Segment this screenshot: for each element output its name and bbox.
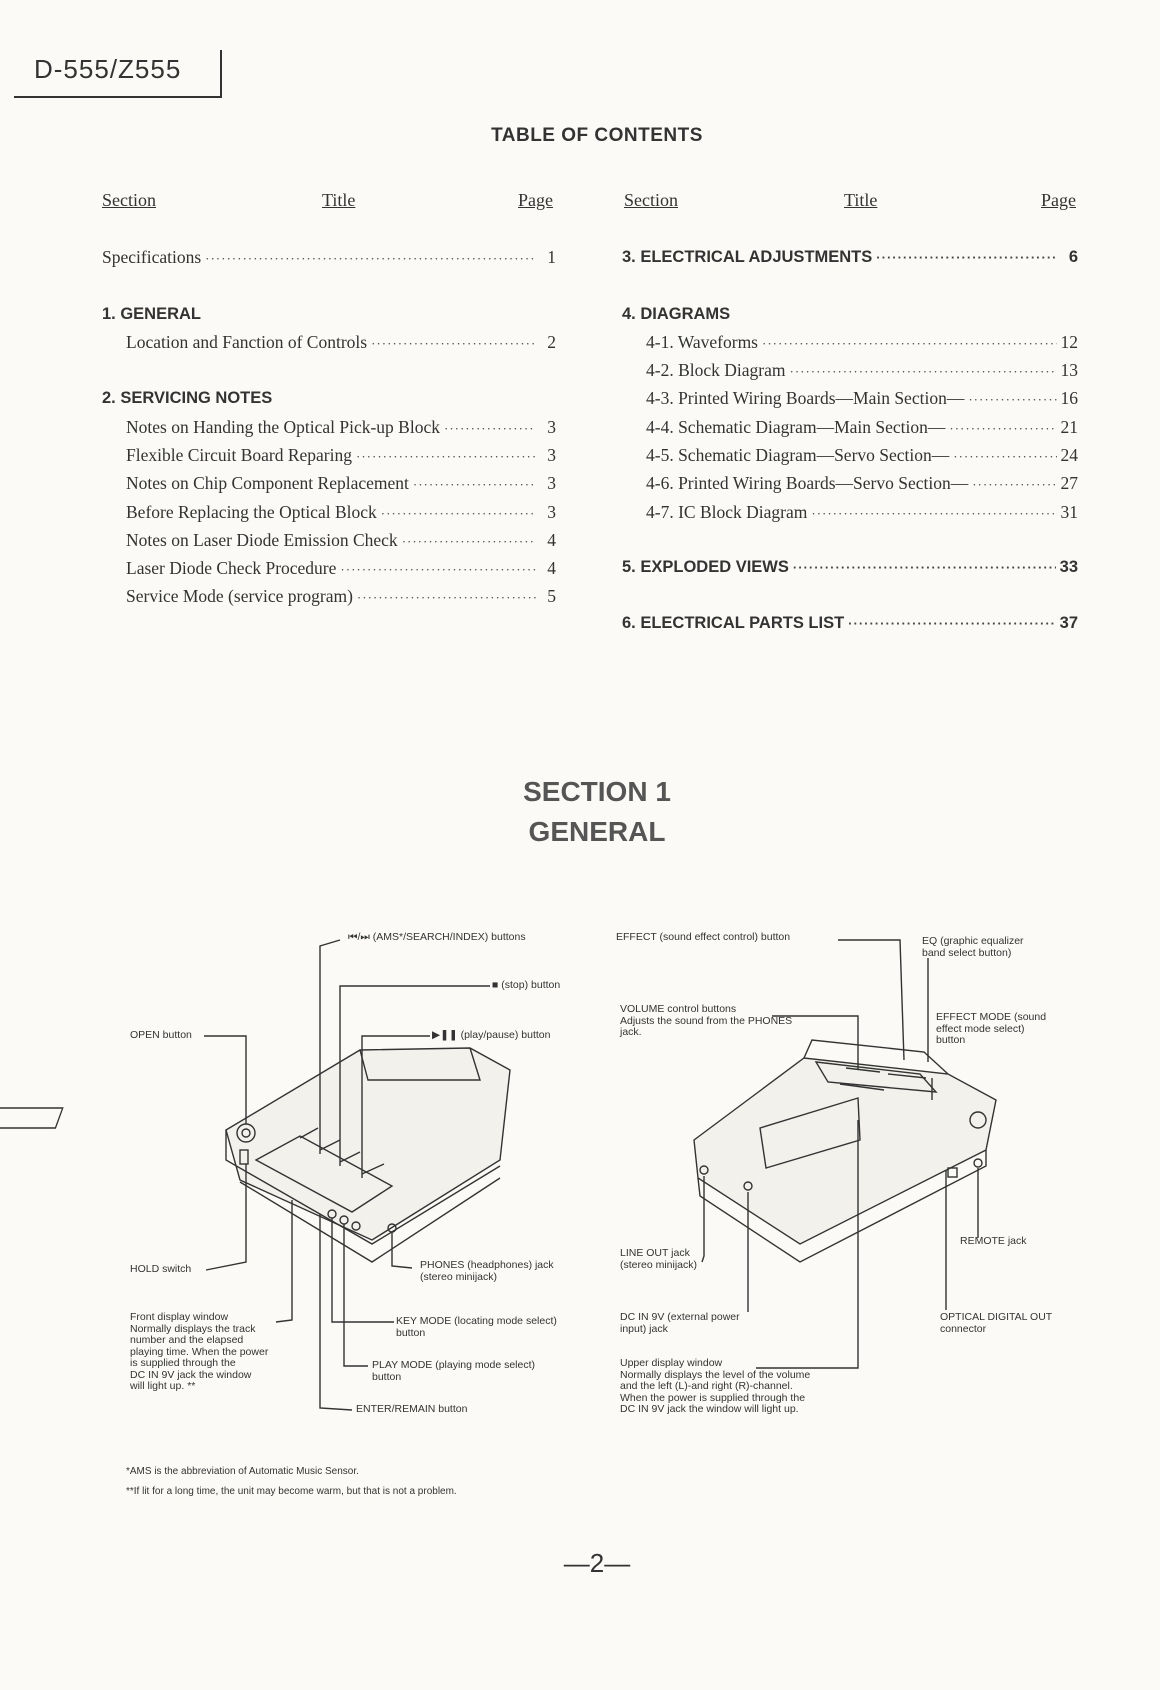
entry-page: 27 xyxy=(1060,473,1078,493)
entry-page: 37 xyxy=(1059,614,1078,632)
entry-title: Notes on Laser Diode Emission Check xyxy=(126,530,398,550)
entry-title: 4-6. Printed Wiring Boards—Servo Section— xyxy=(646,473,969,493)
label-effect-mode: EFFECT MODE (sound effect mode select) button xyxy=(936,1011,1047,1046)
entry-title: 4-7. IC Block Diagram xyxy=(646,502,808,522)
entry-page: 21 xyxy=(1060,417,1078,437)
toc-heading-diagrams: 4. DIAGRAMS xyxy=(622,305,731,323)
entry-page: 33 xyxy=(1059,558,1078,576)
entry-page: 5 xyxy=(547,586,556,606)
right-col-page: Page xyxy=(1041,190,1076,210)
label-hold-switch: HOLD switch xyxy=(130,1263,192,1275)
entry-title: 4-1. Waveforms xyxy=(646,332,758,352)
entry-title: 4-4. Schematic Diagram—Main Section— xyxy=(646,417,946,437)
label-play-pause-button: ▶❚❚ (play/pause) button xyxy=(432,1029,551,1041)
label-line-out: LINE OUT jack (stereo minijack) xyxy=(620,1247,698,1271)
entry-title: 3. ELECTRICAL ADJUSTMENTS xyxy=(622,248,873,266)
entry-title: 6. ELECTRICAL PARTS LIST xyxy=(622,614,845,632)
entry-title: Service Mode (service program) xyxy=(126,586,353,606)
entry-page: 16 xyxy=(1060,388,1078,408)
right-col-title: Title xyxy=(844,190,878,210)
entry-title: 4-2. Block Diagram xyxy=(646,360,786,380)
left-col-page: Page xyxy=(518,190,553,210)
entry-title: Specifications xyxy=(102,247,202,267)
entry-title: Notes on Chip Component Replacement xyxy=(126,473,409,493)
label-optical-out: OPTICAL DIGITAL OUT connector xyxy=(940,1311,1053,1335)
entry-page: 2 xyxy=(547,332,556,352)
left-col-section: Section xyxy=(102,190,156,210)
entry-title: Before Replacing the Optical Block xyxy=(126,502,377,522)
toc-title: TABLE OF CONTENTS xyxy=(491,125,703,146)
entry-title: 5. EXPLODED VIEWS xyxy=(622,558,789,576)
toc-heading-servicing: 2. SERVICING NOTES xyxy=(102,389,273,407)
label-enter-remain: ENTER/REMAIN button xyxy=(356,1403,468,1415)
entry-title: Laser Diode Check Procedure xyxy=(126,558,337,578)
entry-page: 1 xyxy=(547,247,556,267)
entry-page: 6 xyxy=(1068,248,1078,266)
entry-title: 4-5. Schematic Diagram—Servo Section— xyxy=(646,445,950,465)
label-phones-jack: PHONES (headphones) jack (stereo minijack) xyxy=(420,1259,554,1283)
left-col-title: Title xyxy=(322,190,356,210)
label-effect-button: EFFECT (sound effect control) button xyxy=(616,931,791,943)
entry-title: Flexible Circuit Board Reparing xyxy=(126,445,352,465)
entry-page: 31 xyxy=(1060,502,1078,522)
label-ams-buttons: ⏮/⏭ (AMS*/SEARCH/INDEX) buttons xyxy=(348,931,526,943)
page-number: —2— xyxy=(563,1548,631,1578)
label-eq-button: EQ (graphic equalizer band select button) xyxy=(922,935,1024,959)
entry-title: Location and Fanction of Controls xyxy=(126,332,368,352)
label-upper-display: Upper display window Normally displays the level of the volume and the left (L)-and right (R)-channel. When the power is supplied through the DC IN 9V jack the window will light up. xyxy=(620,1357,811,1415)
footnote-ams: *AMS is the abbreviation of Automatic Music Sensor. xyxy=(126,1466,359,1477)
entry-page: 24 xyxy=(1060,445,1078,465)
label-front-display: Front display window Normally displays the track number and the elapsed playing time. When the power is supplied through the DC IN 9V jack the window will light up. ** xyxy=(130,1311,269,1392)
section-1-subtitle: GENERAL xyxy=(528,816,666,847)
entry-page: 4 xyxy=(547,530,556,550)
footnote-warm: **If lit for a long time, the unit may become warm, but that is not a problem. xyxy=(126,1486,457,1497)
label-dc-in: DC IN 9V (external power input) jack xyxy=(620,1311,740,1335)
label-stop-button: ■ (stop) button xyxy=(492,979,561,991)
label-play-mode: PLAY MODE (playing mode select) button xyxy=(372,1359,536,1383)
entry-page: 3 xyxy=(547,502,556,522)
entry-page: 4 xyxy=(547,558,556,578)
label-open-button: OPEN button xyxy=(130,1029,192,1041)
label-remote-jack: REMOTE jack xyxy=(960,1235,1027,1247)
entry-title: 4-3. Printed Wiring Boards—Main Section— xyxy=(646,388,965,408)
right-col-section: Section xyxy=(624,190,678,210)
label-volume-buttons: VOLUME control buttons Adjusts the sound from the PHONES jack. xyxy=(620,1003,793,1038)
section-1-title: SECTION 1 xyxy=(523,776,671,807)
entry-title: Notes on Handing the Optical Pick-up Block xyxy=(126,417,440,437)
toc-heading-general: 1. GENERAL xyxy=(102,305,202,323)
entry-page: 3 xyxy=(547,473,556,493)
entry-page: 3 xyxy=(547,445,556,465)
model-number: D-555/Z555 xyxy=(34,54,182,84)
entry-page: 3 xyxy=(547,417,556,437)
label-key-mode: KEY MODE (locating mode select) button xyxy=(396,1315,557,1339)
entry-page: 13 xyxy=(1060,360,1078,380)
entry-page: 12 xyxy=(1060,332,1078,352)
